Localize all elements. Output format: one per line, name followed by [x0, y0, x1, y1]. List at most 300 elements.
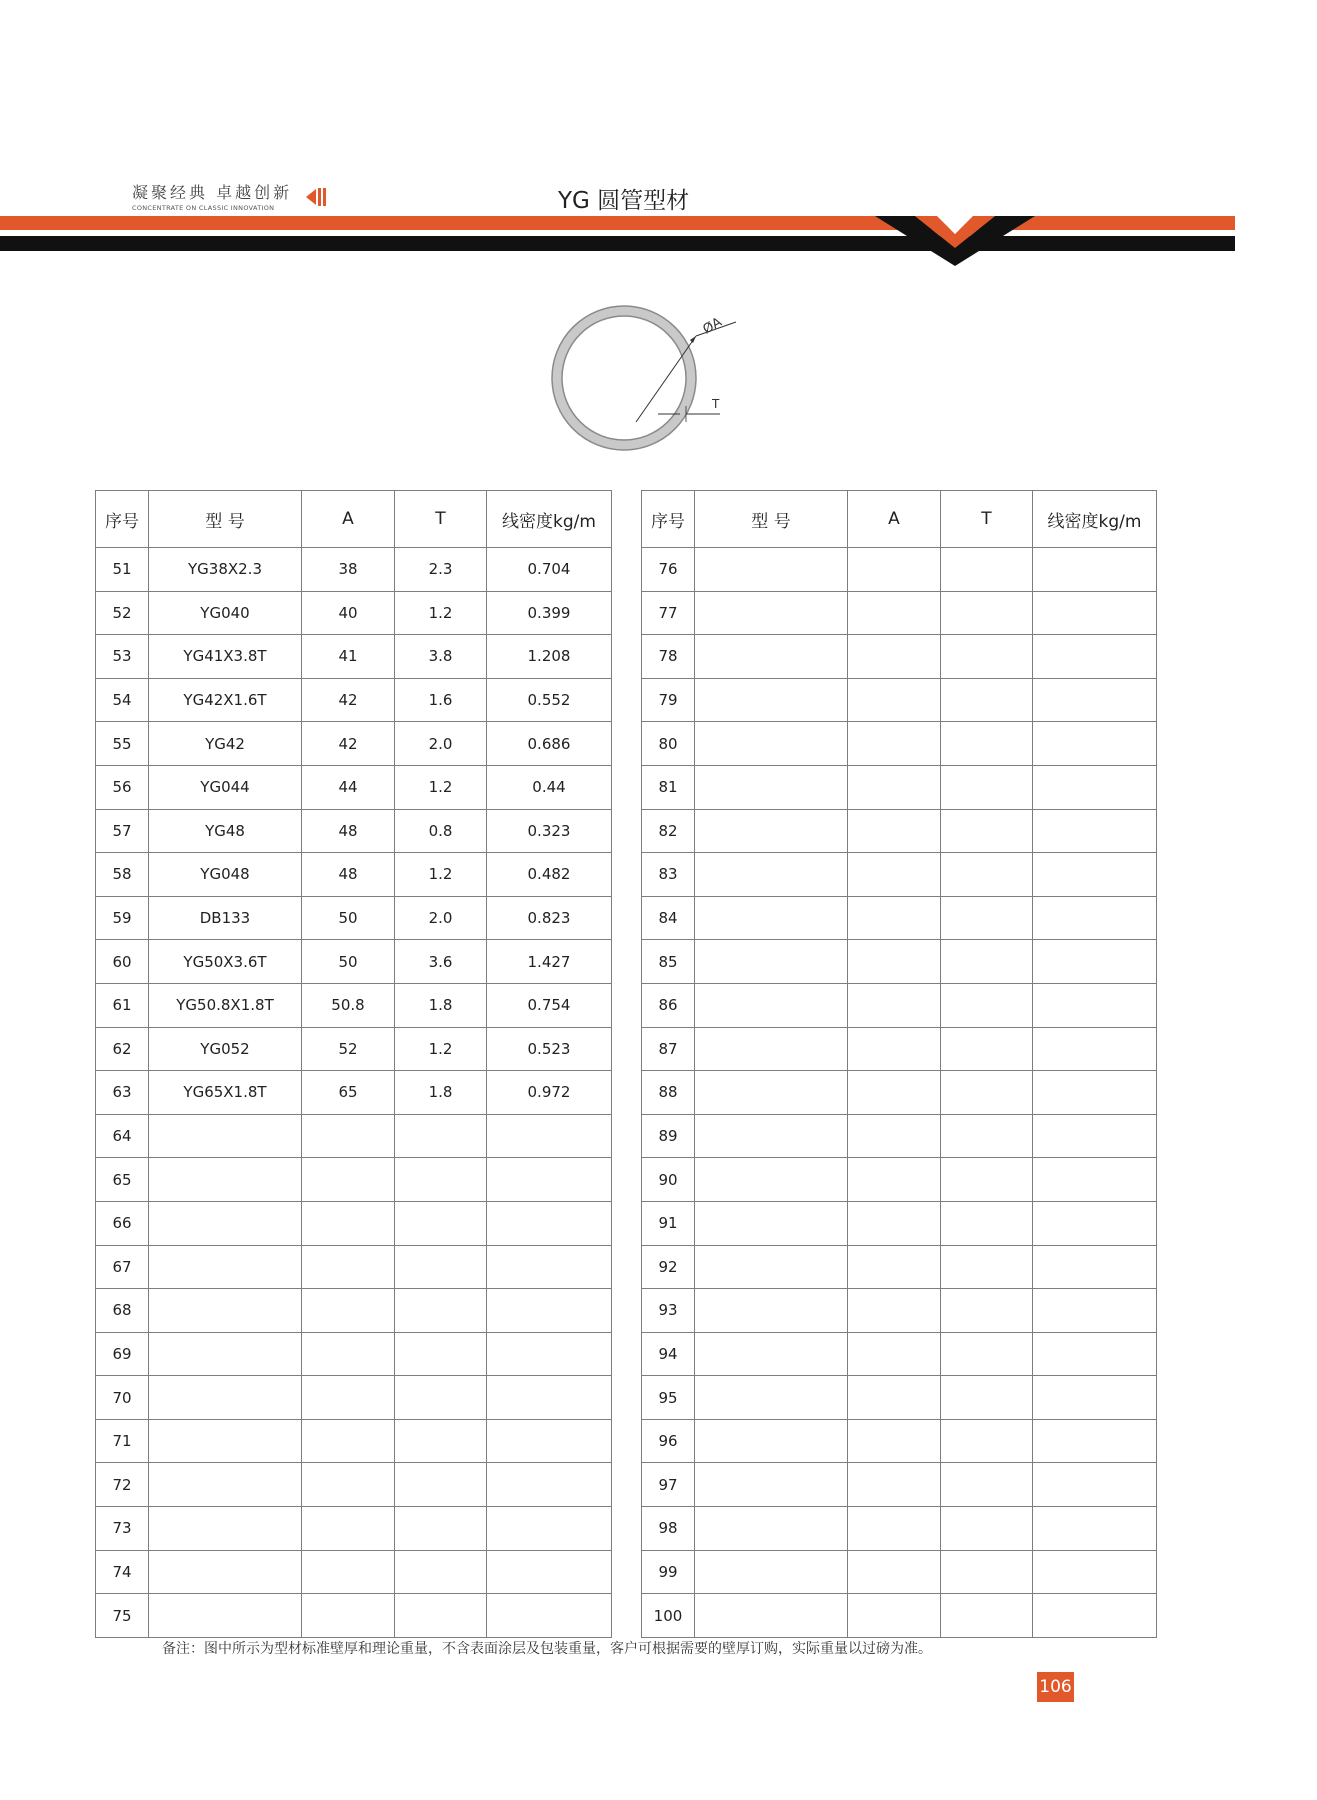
cell-index: 93 — [642, 1289, 695, 1333]
cell-model — [695, 1419, 848, 1463]
cell-t: 1.2 — [395, 1027, 487, 1071]
cell-t: 2.0 — [395, 722, 487, 766]
cell-model: YG048 — [149, 853, 302, 897]
cell-t — [395, 1158, 487, 1202]
cell-a — [848, 1463, 941, 1507]
cell-index: 58 — [96, 853, 149, 897]
table-row — [96, 1027, 612, 1071]
cell-index: 53 — [96, 635, 149, 679]
cell-index: 98 — [642, 1507, 695, 1551]
cell-index: 56 — [96, 765, 149, 809]
table-row — [96, 983, 612, 1027]
cell-density — [1033, 1463, 1157, 1507]
header-model: 型 号 — [149, 491, 302, 548]
cell-density — [1033, 678, 1157, 722]
cell-index: 97 — [642, 1463, 695, 1507]
table-row — [96, 1332, 612, 1376]
cell-a — [848, 765, 941, 809]
cell-density: 0.399 — [487, 591, 612, 635]
cell-t — [395, 1594, 487, 1638]
table-row — [96, 853, 612, 897]
table-row — [96, 548, 612, 592]
cell-density — [1033, 1289, 1157, 1333]
cell-a — [302, 1594, 395, 1638]
table-row — [642, 1376, 1157, 1420]
cell-index: 83 — [642, 853, 695, 897]
cell-a — [302, 1419, 395, 1463]
cell-index: 96 — [642, 1419, 695, 1463]
cell-density — [1033, 1507, 1157, 1551]
cell-a: 38 — [302, 548, 395, 592]
cell-index: 61 — [96, 983, 149, 1027]
cell-t — [941, 678, 1033, 722]
cell-t — [941, 591, 1033, 635]
header-index: 序号 — [96, 491, 149, 548]
cell-density — [487, 1114, 612, 1158]
cell-model — [695, 853, 848, 897]
table-row — [642, 1419, 1157, 1463]
cell-index: 70 — [96, 1376, 149, 1420]
cell-density — [487, 1594, 612, 1638]
cell-density — [487, 1463, 612, 1507]
cell-density — [1033, 1550, 1157, 1594]
cell-index: 52 — [96, 591, 149, 635]
cell-model — [695, 1027, 848, 1071]
cell-density — [487, 1376, 612, 1420]
cell-density: 0.754 — [487, 983, 612, 1027]
cell-density: 0.482 — [487, 853, 612, 897]
header-density: 线密度kg/m — [487, 491, 612, 548]
cell-density — [1033, 1158, 1157, 1202]
cell-t: 1.8 — [395, 983, 487, 1027]
cell-density — [1033, 1419, 1157, 1463]
cell-model — [149, 1245, 302, 1289]
cell-t — [941, 722, 1033, 766]
cell-density — [1033, 1245, 1157, 1289]
cell-model — [149, 1201, 302, 1245]
table-row — [642, 853, 1157, 897]
cell-t — [395, 1419, 487, 1463]
cell-a — [848, 678, 941, 722]
cell-index: 77 — [642, 591, 695, 635]
table-row — [96, 1114, 612, 1158]
cell-index: 100 — [642, 1594, 695, 1638]
table-row — [96, 1201, 612, 1245]
cell-a: 50 — [302, 940, 395, 984]
table-row — [642, 722, 1157, 766]
table-row — [642, 1289, 1157, 1333]
cell-t: 1.2 — [395, 591, 487, 635]
cell-t — [395, 1114, 487, 1158]
cell-model — [695, 591, 848, 635]
cell-t — [941, 1463, 1033, 1507]
cell-model — [149, 1114, 302, 1158]
cell-a — [302, 1289, 395, 1333]
cell-a — [848, 1332, 941, 1376]
cell-density: 0.44 — [487, 765, 612, 809]
cell-t — [395, 1245, 487, 1289]
cell-index: 86 — [642, 983, 695, 1027]
cell-index: 69 — [96, 1332, 149, 1376]
cell-model: YG044 — [149, 765, 302, 809]
cell-t — [941, 548, 1033, 592]
cell-model — [149, 1289, 302, 1333]
table-header-row — [642, 491, 1157, 548]
cell-t: 1.8 — [395, 1071, 487, 1115]
cell-density — [487, 1245, 612, 1289]
cell-model — [695, 722, 848, 766]
table-row — [642, 765, 1157, 809]
cell-density: 0.686 — [487, 722, 612, 766]
slogan-cn: 凝聚经典 卓越创新 — [132, 183, 293, 202]
header-index: 序号 — [642, 491, 695, 548]
cell-model — [149, 1332, 302, 1376]
cell-a — [302, 1463, 395, 1507]
cell-t — [941, 1201, 1033, 1245]
table-row — [96, 1289, 612, 1333]
table-row — [642, 678, 1157, 722]
cell-a — [848, 896, 941, 940]
table-row — [96, 1419, 612, 1463]
cell-index: 76 — [642, 548, 695, 592]
cell-a: 50.8 — [302, 983, 395, 1027]
chevron-emblem — [875, 214, 1035, 266]
cell-t — [941, 1245, 1033, 1289]
table-row — [642, 548, 1157, 592]
table-row — [642, 1245, 1157, 1289]
table-row — [642, 1332, 1157, 1376]
table-row — [96, 1594, 612, 1638]
cell-density — [1033, 1376, 1157, 1420]
cell-model — [149, 1463, 302, 1507]
cell-index: 71 — [96, 1419, 149, 1463]
cell-index: 51 — [96, 548, 149, 592]
cell-density — [1033, 722, 1157, 766]
cell-density — [1033, 635, 1157, 679]
table-row — [642, 896, 1157, 940]
cell-index: 57 — [96, 809, 149, 853]
cell-index: 84 — [642, 896, 695, 940]
cell-index: 91 — [642, 1201, 695, 1245]
table-row — [96, 896, 612, 940]
cell-index: 94 — [642, 1332, 695, 1376]
cell-index: 78 — [642, 635, 695, 679]
cell-density: 1.427 — [487, 940, 612, 984]
brand-slogan — [132, 180, 292, 212]
footnote: 备注：图中所示为型材标准壁厚和理论重量，不含表面涂层及包装重量，客户可根据需要的壁厚订购，实际重量以过磅为准。 — [162, 1641, 932, 1657]
cell-index: 66 — [96, 1201, 149, 1245]
cell-model — [695, 983, 848, 1027]
cell-density: 0.823 — [487, 896, 612, 940]
cell-t — [395, 1507, 487, 1551]
cell-model — [149, 1419, 302, 1463]
cell-model — [149, 1158, 302, 1202]
cell-index: 89 — [642, 1114, 695, 1158]
cell-a — [848, 1201, 941, 1245]
cell-index: 62 — [96, 1027, 149, 1071]
cell-model — [695, 896, 848, 940]
cell-index: 63 — [96, 1071, 149, 1115]
cell-model — [149, 1376, 302, 1420]
table-row — [96, 1158, 612, 1202]
cell-model — [695, 1289, 848, 1333]
cell-model — [695, 1332, 848, 1376]
cell-model: YG50.8X1.8T — [149, 983, 302, 1027]
cell-index: 88 — [642, 1071, 695, 1115]
cell-density — [487, 1550, 612, 1594]
cell-model: YG48 — [149, 809, 302, 853]
arrow-bars-icon — [306, 186, 332, 208]
cell-a — [848, 1550, 941, 1594]
cell-density: 0.972 — [487, 1071, 612, 1115]
cell-model: YG38X2.3 — [149, 548, 302, 592]
cell-a: 44 — [302, 765, 395, 809]
table-row — [642, 940, 1157, 984]
cell-model — [695, 940, 848, 984]
cell-a — [848, 983, 941, 1027]
cell-a — [848, 1376, 941, 1420]
table-row — [642, 1114, 1157, 1158]
cell-density — [1033, 1594, 1157, 1638]
table-row — [642, 1201, 1157, 1245]
cell-density: 1.208 — [487, 635, 612, 679]
cell-t — [395, 1201, 487, 1245]
table-row — [96, 1463, 612, 1507]
cell-index: 74 — [96, 1550, 149, 1594]
cell-density — [1033, 765, 1157, 809]
cell-density — [1033, 1332, 1157, 1376]
cell-a — [848, 722, 941, 766]
cell-index: 81 — [642, 765, 695, 809]
cell-density — [1033, 1201, 1157, 1245]
cell-t — [941, 983, 1033, 1027]
cell-t — [941, 853, 1033, 897]
cell-t — [395, 1463, 487, 1507]
cell-density — [487, 1201, 612, 1245]
cell-a — [302, 1507, 395, 1551]
cell-density — [1033, 896, 1157, 940]
cell-a — [848, 1114, 941, 1158]
cell-density: 0.523 — [487, 1027, 612, 1071]
cell-t — [941, 1507, 1033, 1551]
cell-a — [848, 1594, 941, 1638]
table-row — [642, 1027, 1157, 1071]
cell-index: 68 — [96, 1289, 149, 1333]
cell-t — [941, 896, 1033, 940]
cell-a: 40 — [302, 591, 395, 635]
cell-index: 75 — [96, 1594, 149, 1638]
header-t: T — [941, 491, 1033, 548]
cell-a — [848, 1158, 941, 1202]
cell-a — [848, 1289, 941, 1333]
cell-model: YG41X3.8T — [149, 635, 302, 679]
cell-a — [848, 591, 941, 635]
cell-a — [848, 635, 941, 679]
cell-a — [848, 1419, 941, 1463]
table-row — [642, 1463, 1157, 1507]
cell-a: 48 — [302, 853, 395, 897]
table-row — [642, 1071, 1157, 1115]
cell-index: 67 — [96, 1245, 149, 1289]
table-row — [642, 635, 1157, 679]
table-row — [642, 591, 1157, 635]
cell-density — [1033, 548, 1157, 592]
cell-model — [695, 1594, 848, 1638]
cell-density — [1033, 1071, 1157, 1115]
cell-model — [695, 1201, 848, 1245]
table-row — [96, 1071, 612, 1115]
table-row — [642, 1507, 1157, 1551]
cell-a — [848, 548, 941, 592]
cell-density — [1033, 940, 1157, 984]
cell-density — [487, 1419, 612, 1463]
cell-t — [941, 1594, 1033, 1638]
cell-a — [302, 1550, 395, 1594]
header-band-black — [0, 236, 1235, 251]
cell-model — [695, 1114, 848, 1158]
header-model: 型 号 — [695, 491, 848, 548]
cell-index: 85 — [642, 940, 695, 984]
cell-density — [1033, 1114, 1157, 1158]
cell-model: YG50X3.6T — [149, 940, 302, 984]
cell-index: 80 — [642, 722, 695, 766]
cell-model — [695, 1071, 848, 1115]
cell-a: 52 — [302, 1027, 395, 1071]
cell-index: 64 — [96, 1114, 149, 1158]
table-row — [642, 1158, 1157, 1202]
table-row — [96, 1376, 612, 1420]
table-row — [642, 1594, 1157, 1638]
cell-density — [1033, 853, 1157, 897]
table-row — [96, 591, 612, 635]
table-row — [96, 1507, 612, 1551]
cell-t: 2.3 — [395, 548, 487, 592]
cell-model — [149, 1594, 302, 1638]
cell-index: 82 — [642, 809, 695, 853]
cell-t: 2.0 — [395, 896, 487, 940]
cell-t — [395, 1289, 487, 1333]
table-row — [642, 1550, 1157, 1594]
cell-density — [487, 1332, 612, 1376]
cell-t: 1.2 — [395, 853, 487, 897]
cell-model — [695, 1376, 848, 1420]
cell-t — [395, 1376, 487, 1420]
cell-model — [695, 548, 848, 592]
cell-model: DB133 — [149, 896, 302, 940]
cell-model: YG040 — [149, 591, 302, 635]
cell-model — [149, 1507, 302, 1551]
page-title: YG 圆管型材 — [558, 188, 690, 214]
table-row — [96, 809, 612, 853]
cell-model: YG052 — [149, 1027, 302, 1071]
cell-t — [941, 1071, 1033, 1115]
cell-density — [1033, 591, 1157, 635]
cell-a: 42 — [302, 678, 395, 722]
table-row — [96, 940, 612, 984]
cell-model — [695, 1158, 848, 1202]
cell-t — [941, 809, 1033, 853]
table-row — [96, 678, 612, 722]
cell-a — [302, 1201, 395, 1245]
cell-t: 1.2 — [395, 765, 487, 809]
cell-model — [695, 678, 848, 722]
thickness-label: T — [712, 397, 720, 411]
cell-a — [302, 1376, 395, 1420]
slogan-en: CONCENTRATE ON CLASSIC INNOVATION — [132, 204, 275, 212]
cell-index: 90 — [642, 1158, 695, 1202]
cell-index: 92 — [642, 1245, 695, 1289]
cell-a: 42 — [302, 722, 395, 766]
header-a: A — [848, 491, 941, 548]
diameter-label: ØA — [700, 314, 725, 338]
cell-a — [302, 1158, 395, 1202]
page-number: 106 — [1037, 1672, 1074, 1702]
cell-index: 59 — [96, 896, 149, 940]
header-a: A — [302, 491, 395, 548]
cell-model — [695, 1550, 848, 1594]
round-tube-diagram — [540, 296, 760, 466]
cell-a: 48 — [302, 809, 395, 853]
cell-t: 0.8 — [395, 809, 487, 853]
cell-t — [941, 1158, 1033, 1202]
cell-index: 73 — [96, 1507, 149, 1551]
cell-t — [941, 635, 1033, 679]
cell-index: 79 — [642, 678, 695, 722]
cell-a — [302, 1245, 395, 1289]
cell-a — [848, 853, 941, 897]
table-row — [96, 722, 612, 766]
cell-t — [941, 1114, 1033, 1158]
cell-a — [302, 1332, 395, 1376]
cell-density — [487, 1289, 612, 1333]
cell-density — [1033, 809, 1157, 853]
header-band-orange — [0, 216, 1235, 230]
cell-index: 65 — [96, 1158, 149, 1202]
spec-table-right — [641, 490, 1157, 1638]
cell-index: 72 — [96, 1463, 149, 1507]
cell-model — [695, 1507, 848, 1551]
cell-index: 60 — [96, 940, 149, 984]
cell-a — [302, 1114, 395, 1158]
cell-t — [941, 1289, 1033, 1333]
table-header-row — [96, 491, 612, 548]
cell-density: 0.552 — [487, 678, 612, 722]
cell-model: YG65X1.8T — [149, 1071, 302, 1115]
cell-t — [941, 765, 1033, 809]
cell-model — [695, 635, 848, 679]
cell-a: 41 — [302, 635, 395, 679]
cell-t — [395, 1332, 487, 1376]
cell-model — [695, 765, 848, 809]
cell-model — [695, 1245, 848, 1289]
cell-index: 54 — [96, 678, 149, 722]
cell-t — [941, 1550, 1033, 1594]
cell-t — [941, 1376, 1033, 1420]
cell-model — [695, 1463, 848, 1507]
cell-index: 55 — [96, 722, 149, 766]
table-row — [96, 1550, 612, 1594]
table-row — [96, 1245, 612, 1289]
cell-model — [695, 809, 848, 853]
cell-a: 65 — [302, 1071, 395, 1115]
cell-a — [848, 1027, 941, 1071]
cell-t — [941, 1027, 1033, 1071]
cell-index: 95 — [642, 1376, 695, 1420]
table-row — [642, 809, 1157, 853]
table-row — [642, 983, 1157, 1027]
cell-a — [848, 809, 941, 853]
table-row — [96, 635, 612, 679]
